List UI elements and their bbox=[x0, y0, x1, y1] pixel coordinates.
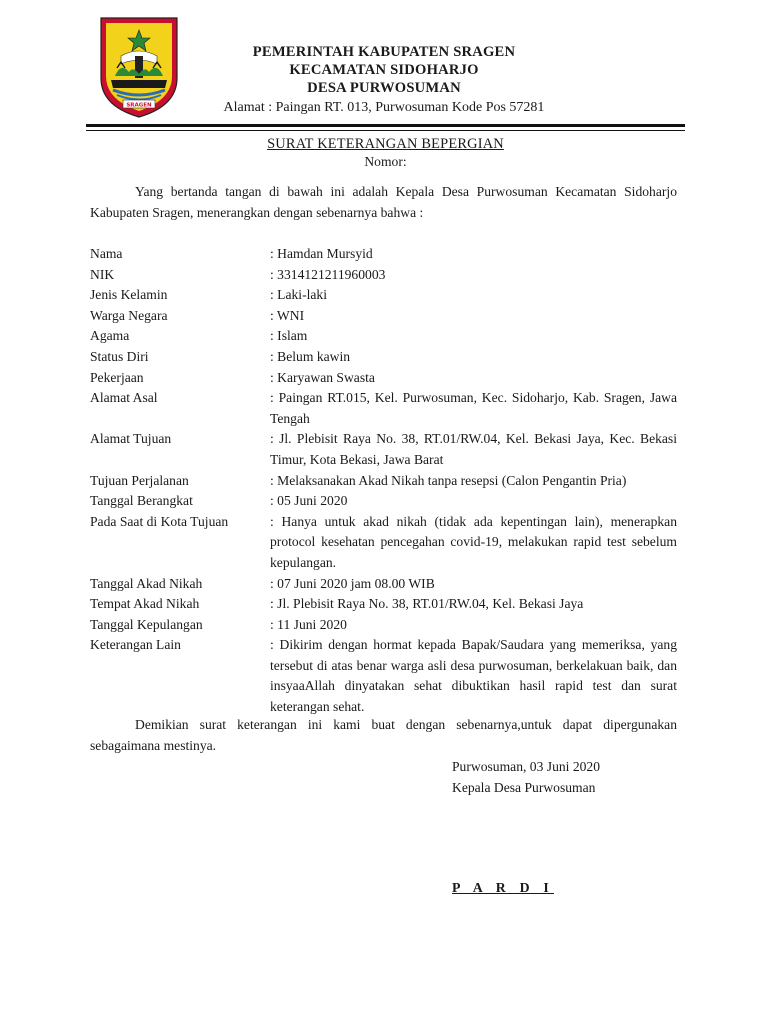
field-row bbox=[90, 574, 677, 595]
field-label: Pada Saat di Kota Tujuan bbox=[90, 513, 229, 529]
letter-title: SURAT KETERANGAN BEPERGIAN bbox=[267, 136, 504, 152]
letterhead-village: DESA PURWOSUMAN bbox=[307, 80, 461, 96]
field-label: Pekerjaan bbox=[90, 369, 144, 385]
signature-block bbox=[452, 757, 600, 798]
field-label: Tanggal Berangkat bbox=[90, 493, 193, 509]
signer-name: P A R D I bbox=[452, 880, 555, 895]
field-row bbox=[90, 615, 677, 636]
letterhead-divider-thick bbox=[86, 124, 685, 127]
field-row bbox=[90, 471, 677, 492]
field-value: : Hanya untuk akad nikah (tidak ada kepentingan lain), menerapkan protocol kesehatan pencegahan covid-19, melakukan rapid test sebelum kepulangan. bbox=[270, 513, 677, 570]
field-value: : Paingan RT.015, Kel. Purwosuman, Kec. Sidoharjo, Kab. Sragen, Jawa Tengah bbox=[270, 390, 677, 426]
intro-paragraph: Yang bertanda tangan di bawah ini adalah Kepala Desa Purwosuman Kecamatan Sidoharjo Kabupaten Sragen, menerangkan dengan sebenarnya bahwa : bbox=[90, 184, 677, 220]
svg-text:SRAGEN: SRAGEN bbox=[126, 102, 152, 109]
letter-number: Nomor: bbox=[364, 154, 407, 169]
field-value: : Dikirim dengan hormat kepada Bapak/Saudara yang memeriksa, yang tersebut di atas benar warga asli desa purwosuman, berkelakuan baik, dan insyaaAllah dinyatakan sehat dibuktikan hasil rapid test dan surat keterangan sehat. bbox=[270, 637, 677, 715]
field-row bbox=[90, 635, 677, 717]
signature-place-date: Purwosuman, 03 Juni 2020 bbox=[452, 759, 601, 774]
signature-position: Kepala Desa Purwosuman bbox=[452, 779, 596, 795]
field-value: : Jl. Plebisit Raya No. 38, RT.01/RW.04, Kel. Bekasi Jaya bbox=[270, 596, 584, 612]
field-value: : Melaksanakan Akad Nikah tanpa resepsi (Calon Pengantin Pria) bbox=[270, 472, 627, 488]
field-row bbox=[90, 512, 677, 574]
field-label: Tujuan Perjalanan bbox=[90, 472, 189, 488]
letterhead-district: KECAMATAN SIDOHARJO bbox=[289, 62, 479, 78]
field-row bbox=[90, 491, 677, 512]
field-row bbox=[90, 388, 677, 429]
field-value: : Karyawan Swasta bbox=[270, 369, 375, 385]
field-row bbox=[90, 326, 677, 347]
field-value: : WNI bbox=[270, 307, 305, 323]
field-label: Tanggal Kepulangan bbox=[90, 616, 203, 632]
field-label: Agama bbox=[90, 328, 130, 344]
field-label: Keterangan Lain bbox=[90, 637, 181, 653]
field-value: : Jl. Plebisit Raya No. 38, RT.01/RW.04, Kel. Bekasi Jaya, Kec. Bekasi Timur, Kota Bekasi, Jawa Barat bbox=[270, 431, 677, 467]
field-label: Warga Negara bbox=[90, 307, 168, 323]
field-label: Jenis Kelamin bbox=[90, 287, 168, 303]
field-label: Status Diri bbox=[90, 348, 149, 364]
field-row bbox=[90, 244, 677, 265]
letterhead-divider-thin bbox=[86, 130, 685, 131]
field-row bbox=[90, 347, 677, 368]
field-row bbox=[90, 368, 677, 389]
field-value: : 05 Juni 2020 bbox=[270, 493, 348, 509]
field-label: Tempat Akad Nikah bbox=[90, 596, 200, 612]
letterhead-address: Alamat : Paingan RT. 013, Purwosuman Kode Pos 57281 bbox=[223, 100, 545, 115]
field-row bbox=[90, 306, 677, 327]
letterhead bbox=[180, 43, 588, 117]
field-value: : Belum kawin bbox=[270, 348, 351, 364]
field-label: Alamat Asal bbox=[90, 390, 158, 406]
field-label: Nama bbox=[90, 246, 123, 261]
field-row bbox=[90, 594, 677, 615]
field-label: NIK bbox=[90, 266, 115, 282]
personal-data-table bbox=[90, 244, 677, 718]
letter-title-block bbox=[86, 135, 685, 171]
field-row bbox=[90, 265, 677, 286]
field-label: Tanggal Akad Nikah bbox=[90, 575, 203, 591]
field-value: : Laki-laki bbox=[270, 287, 327, 303]
closing-paragraph: Demikian surat keterangan ini kami buat dengan sebenarnya,untuk dapat dipergunakan sebagaimana mestinya. bbox=[90, 717, 677, 753]
field-value: : 3314121211960003 bbox=[270, 266, 386, 282]
field-value: : Hamdan Mursyid bbox=[270, 246, 373, 261]
letterhead-government: PEMERINTAH KABUPATEN SRAGEN bbox=[252, 44, 516, 60]
field-label: Alamat Tujuan bbox=[90, 431, 172, 447]
field-value: : Islam bbox=[270, 328, 308, 344]
sragen-emblem-logo bbox=[99, 16, 179, 119]
field-row bbox=[90, 429, 677, 470]
field-value: : 11 Juni 2020 bbox=[270, 616, 347, 632]
field-row bbox=[90, 285, 677, 306]
field-value: : 07 Juni 2020 jam 08.00 WIB bbox=[270, 575, 435, 591]
